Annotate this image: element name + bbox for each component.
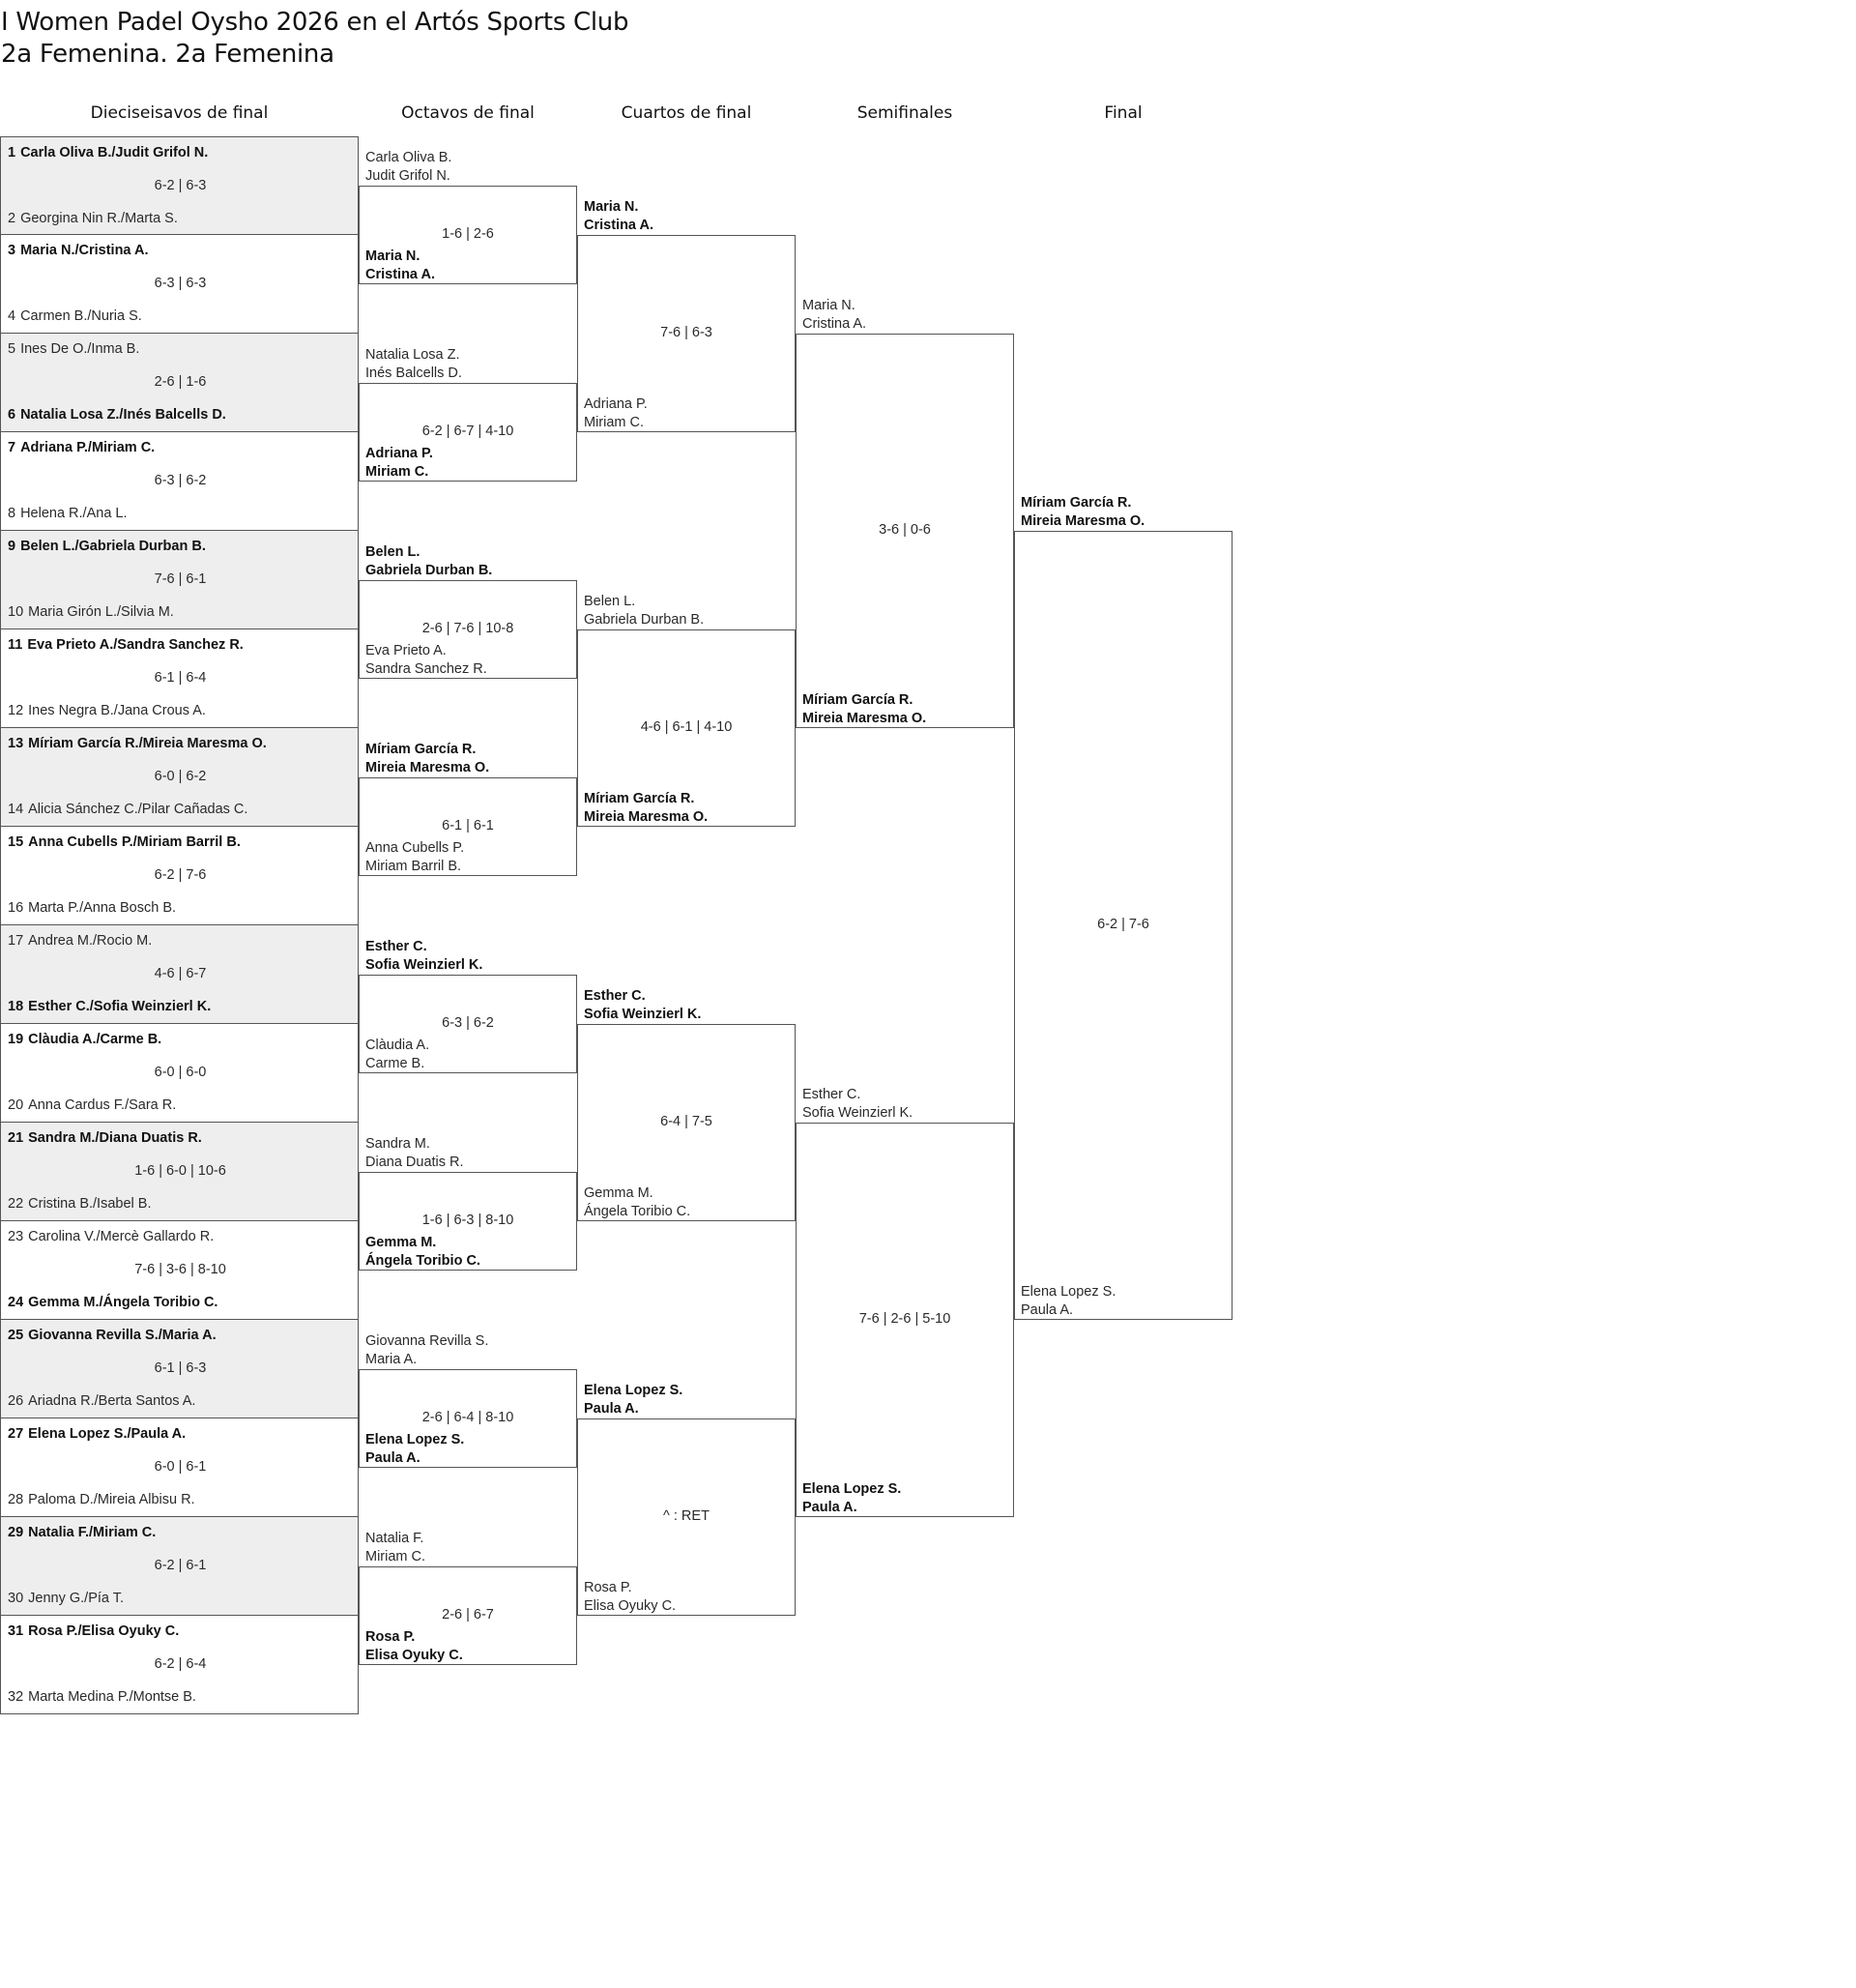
match-score: 6-1 | 6-3 — [154, 1360, 207, 1376]
team-entry — [8, 802, 247, 817]
team-entry — [8, 1328, 217, 1343]
r32-match — [0, 1616, 359, 1714]
player-name: Gabriela Durban B. — [365, 563, 493, 578]
player-name: Belen L. — [365, 544, 420, 560]
match-score: 2-6 | 1-6 — [154, 374, 207, 390]
team-name: Marta P./Anna Bosch B. — [28, 900, 177, 916]
player-name: Sofia Weinzierl K. — [365, 957, 483, 973]
player-name: Belen L. — [584, 594, 636, 609]
player-name: Paula A. — [584, 1401, 639, 1417]
seed-number: 31 — [8, 1623, 24, 1639]
player-name: Esther C. — [802, 1087, 861, 1102]
r32-match — [0, 728, 359, 827]
r32-match — [0, 629, 359, 728]
team-name: Esther C./Sofia Weinzierl K. — [28, 999, 212, 1014]
seed-number: 26 — [8, 1393, 24, 1409]
team-name: Carmen B./Nuria S. — [20, 308, 142, 324]
player-name: Mireia Maresma O. — [365, 760, 490, 775]
r32-match — [0, 827, 359, 925]
match-score: 4-6 | 6-7 — [154, 966, 207, 981]
team-entry — [8, 604, 174, 620]
player-name: Maria N. — [584, 199, 639, 215]
player-name: Mireia Maresma O. — [1021, 513, 1146, 529]
player-name: Sandra M. — [365, 1136, 430, 1152]
seed-number: 1 — [8, 145, 16, 161]
team-name: Rosa P./Elisa Oyuky C. — [28, 1623, 180, 1639]
player-name: Míriam García R. — [802, 692, 914, 708]
seed-number: 8 — [8, 506, 16, 521]
team-entry — [8, 1426, 186, 1442]
match-score: 6-2 | 6-4 — [154, 1656, 207, 1672]
team-entry — [8, 999, 211, 1014]
r32-match — [0, 925, 359, 1024]
round-header-semifinals: Semifinales — [856, 103, 953, 123]
team-entry — [8, 1393, 195, 1409]
team-name: Paloma D./Mireia Albisu R. — [28, 1492, 195, 1507]
seed-number: 28 — [8, 1492, 24, 1507]
tournament-title: I Women Padel Oysho 2026 en el Artós Sports Club — [1, 8, 629, 37]
player-name: Eva Prieto A. — [365, 643, 447, 658]
seed-number: 23 — [8, 1229, 24, 1244]
player-name: Diana Duatis R. — [365, 1155, 464, 1170]
seed-number: 29 — [8, 1525, 24, 1540]
match-score: 1-6 | 6-0 | 10-6 — [134, 1163, 226, 1179]
player-name: Inés Balcells D. — [365, 365, 462, 381]
player-name: Esther C. — [365, 939, 427, 954]
seed-number: 17 — [8, 933, 24, 949]
player-name: Natalia F. — [365, 1531, 424, 1546]
match-score: 6-1 | 6-1 — [442, 818, 494, 833]
team-name: Elena Lopez S./Paula A. — [28, 1426, 187, 1442]
player-name: Esther C. — [584, 988, 646, 1004]
team-entry — [8, 1623, 179, 1639]
player-name: Míriam García R. — [365, 742, 477, 757]
match-score: ^ : RET — [663, 1508, 710, 1524]
player-name: Rosa P. — [584, 1580, 632, 1595]
match-score: 7-6 | 3-6 | 8-10 — [134, 1262, 226, 1277]
match-score: 7-6 | 6-3 — [660, 325, 712, 340]
r32-match — [0, 1517, 359, 1616]
team-name: Ines Negra B./Jana Crous A. — [28, 703, 206, 718]
match-score: 6-2 | 6-3 — [154, 178, 207, 193]
player-name: Mireia Maresma O. — [584, 809, 709, 825]
team-entry — [8, 736, 267, 751]
player-name: Adriana P. — [365, 446, 433, 461]
player-name: Sandra Sanchez R. — [365, 661, 487, 677]
team-name: Míriam García R./Mireia Maresma O. — [28, 736, 267, 751]
player-name: Elena Lopez S. — [802, 1481, 902, 1497]
team-entry — [8, 900, 176, 916]
r32-match — [0, 136, 359, 235]
seed-number: 32 — [8, 1689, 24, 1705]
player-name: Paula A. — [802, 1500, 857, 1515]
seed-number: 13 — [8, 736, 24, 751]
team-name: Carolina V./Mercè Gallardo R. — [28, 1229, 215, 1244]
team-entry — [8, 1196, 151, 1212]
team-name: Alicia Sánchez C./Pilar Cañadas C. — [28, 802, 248, 817]
r32-match — [0, 1024, 359, 1123]
match-score: 2-6 | 6-7 — [442, 1607, 494, 1623]
team-name: Clàudia A./Carme B. — [28, 1032, 162, 1047]
player-name: Maria A. — [365, 1352, 418, 1367]
r32-match — [0, 1320, 359, 1418]
match-score: 6-2 | 6-1 — [154, 1558, 207, 1573]
team-name: Anna Cubells P./Miriam Barril B. — [28, 834, 241, 850]
r32-match — [0, 235, 359, 334]
player-name: Gemma M. — [365, 1235, 437, 1250]
seed-number: 12 — [8, 703, 24, 718]
seed-number: 19 — [8, 1032, 24, 1047]
match-score: 6-0 | 6-2 — [154, 769, 207, 784]
match-score: 6-2 | 7-6 — [1097, 917, 1149, 932]
r32-match — [0, 1418, 359, 1517]
match-score: 1-6 | 6-3 | 8-10 — [421, 1213, 514, 1228]
team-name: Marta Medina P./Montse B. — [28, 1689, 196, 1705]
team-name: Natalia F./Miriam C. — [28, 1525, 157, 1540]
match-score: 7-6 | 6-1 — [154, 571, 207, 587]
player-name: Maria N. — [802, 298, 856, 313]
seed-number: 15 — [8, 834, 24, 850]
team-name: Maria N./Cristina A. — [20, 243, 149, 258]
seed-number: 4 — [8, 308, 16, 324]
match-score: 7-6 | 2-6 | 5-10 — [858, 1311, 951, 1327]
team-name: Cristina B./Isabel B. — [28, 1196, 152, 1212]
seed-number: 2 — [8, 211, 16, 226]
player-name: Míriam García R. — [584, 791, 695, 806]
team-name: Georgina Nin R./Marta S. — [20, 211, 178, 226]
player-name: Adriana P. — [584, 396, 648, 412]
player-name: Carme B. — [365, 1056, 425, 1071]
seed-number: 30 — [8, 1591, 24, 1606]
team-entry — [8, 440, 155, 455]
player-name: Míriam García R. — [1021, 495, 1132, 511]
match-score: 1-6 | 2-6 — [442, 226, 494, 242]
r32-match — [0, 1123, 359, 1221]
seed-number: 22 — [8, 1196, 24, 1212]
r32-match — [0, 432, 359, 531]
player-name: Ángela Toribio C. — [584, 1204, 691, 1219]
seed-number: 11 — [8, 637, 23, 653]
seed-number: 27 — [8, 1426, 24, 1442]
player-name: Miriam C. — [584, 415, 645, 430]
match-score: 6-0 | 6-1 — [154, 1459, 207, 1475]
r32-match — [0, 1221, 359, 1320]
team-name: Ines De O./Inma B. — [20, 341, 140, 357]
team-name: Natalia Losa Z./Inés Balcells D. — [20, 407, 226, 423]
player-name: Miriam C. — [365, 464, 429, 480]
match-score: 2-6 | 7-6 | 10-8 — [421, 621, 514, 636]
match-score: 6-2 | 7-6 — [154, 867, 207, 883]
seed-number: 6 — [8, 407, 16, 423]
seed-number: 16 — [8, 900, 24, 916]
player-name: Giovanna Revilla S. — [365, 1333, 489, 1349]
player-name: Elena Lopez S. — [584, 1383, 683, 1398]
team-entry — [8, 834, 241, 850]
match-score: 4-6 | 6-1 | 4-10 — [640, 719, 733, 735]
team-entry — [8, 211, 178, 226]
r32-match — [0, 531, 359, 629]
team-entry — [8, 145, 208, 161]
team-name: Gemma M./Ángela Toribio C. — [28, 1295, 218, 1310]
match-score: 6-1 | 6-4 — [154, 670, 207, 686]
player-name: Mireia Maresma O. — [802, 711, 927, 726]
seed-number: 24 — [8, 1295, 24, 1310]
player-name: Gabriela Durban B. — [584, 612, 705, 628]
seed-number: 7 — [8, 440, 16, 455]
match-score: 2-6 | 6-4 | 8-10 — [421, 1410, 514, 1425]
player-name: Clàudia A. — [365, 1038, 430, 1053]
team-name: Ariadna R./Berta Santos A. — [28, 1393, 196, 1409]
match-score: 3-6 | 0-6 — [879, 522, 931, 538]
team-entry — [8, 539, 206, 554]
r32-match — [0, 334, 359, 432]
team-entry — [8, 637, 244, 653]
seed-number: 20 — [8, 1097, 24, 1113]
player-name: Paula A. — [1021, 1302, 1074, 1318]
player-name: Elisa Oyuky C. — [584, 1598, 677, 1614]
seed-number: 5 — [8, 341, 16, 357]
player-name: Sofia Weinzierl K. — [584, 1007, 702, 1022]
team-entry — [8, 933, 152, 949]
player-name: Gemma M. — [584, 1185, 653, 1201]
team-entry — [8, 1130, 202, 1146]
team-entry — [8, 1525, 156, 1540]
player-name: Cristina A. — [802, 316, 867, 332]
team-name: Carla Oliva B./Judit Grifol N. — [20, 145, 209, 161]
player-name: Ángela Toribio C. — [365, 1253, 480, 1269]
player-name: Anna Cubells P. — [365, 840, 465, 856]
team-entry — [8, 1295, 218, 1310]
round-header-quarterfinals: Cuartos de final — [621, 103, 752, 123]
player-name: Elena Lopez S. — [365, 1432, 465, 1447]
player-name: Judit Grifol N. — [365, 168, 450, 184]
team-name: Andrea M./Rocio M. — [28, 933, 153, 949]
match-score: 6-3 | 6-2 — [154, 473, 207, 488]
match-score: 6-3 | 6-3 — [154, 276, 207, 291]
team-name: Eva Prieto A./Sandra Sanchez R. — [27, 637, 244, 653]
player-name: Elisa Oyuky C. — [365, 1648, 463, 1663]
seed-number: 9 — [8, 539, 16, 554]
round-header-round-of-16: Octavos de final — [401, 103, 535, 123]
team-name: Helena R./Ana L. — [20, 506, 128, 521]
match-score: 6-4 | 7-5 — [660, 1114, 712, 1129]
team-entry — [8, 1032, 161, 1047]
team-name: Belen L./Gabriela Durban B. — [20, 539, 206, 554]
seed-number: 3 — [8, 243, 16, 258]
team-entry — [8, 1591, 124, 1606]
round-header-round-of-32: Dieciseisavos de final — [90, 103, 269, 123]
player-name: Carla Oliva B. — [365, 150, 452, 165]
seed-number: 10 — [8, 604, 24, 620]
team-entry — [8, 1229, 214, 1244]
player-name: Rosa P. — [365, 1629, 416, 1645]
seed-number: 18 — [8, 999, 24, 1014]
player-name: Paula A. — [365, 1450, 420, 1466]
team-entry — [8, 407, 226, 423]
team-entry — [8, 243, 149, 258]
player-name: Maria N. — [365, 248, 420, 264]
team-name: Jenny G./Pía T. — [28, 1591, 125, 1606]
seed-number: 14 — [8, 802, 24, 817]
round-of-32-column — [0, 136, 359, 1714]
match-score: 6-0 | 6-0 — [154, 1065, 207, 1080]
category-title: 2a Femenina. 2a Femenina — [1, 40, 334, 69]
team-entry — [8, 703, 206, 718]
player-name: Cristina A. — [365, 267, 435, 282]
player-name: Sofia Weinzierl K. — [802, 1105, 914, 1121]
team-entry — [8, 308, 142, 324]
team-entry — [8, 1097, 176, 1113]
round-header-final: Final — [1104, 103, 1143, 123]
match-score: 6-2 | 6-7 | 4-10 — [421, 424, 514, 439]
player-name: Elena Lopez S. — [1021, 1284, 1116, 1300]
team-name: Adriana P./Miriam C. — [20, 440, 156, 455]
team-entry — [8, 341, 139, 357]
player-name: Miriam C. — [365, 1549, 426, 1564]
team-entry — [8, 1689, 196, 1705]
player-name: Natalia Losa Z. — [365, 347, 460, 363]
team-entry — [8, 1492, 195, 1507]
team-name: Giovanna Revilla S./Maria A. — [28, 1328, 217, 1343]
match-score: 6-3 | 6-2 — [442, 1015, 494, 1031]
team-entry — [8, 506, 128, 521]
team-name: Maria Girón L./Silvia M. — [28, 604, 174, 620]
team-name: Anna Cardus F./Sara R. — [28, 1097, 177, 1113]
seed-number: 21 — [8, 1130, 24, 1146]
team-name: Sandra M./Diana Duatis R. — [28, 1130, 202, 1146]
seed-number: 25 — [8, 1328, 24, 1343]
player-name: Cristina A. — [584, 218, 653, 233]
player-name: Miriam Barril B. — [365, 859, 462, 874]
